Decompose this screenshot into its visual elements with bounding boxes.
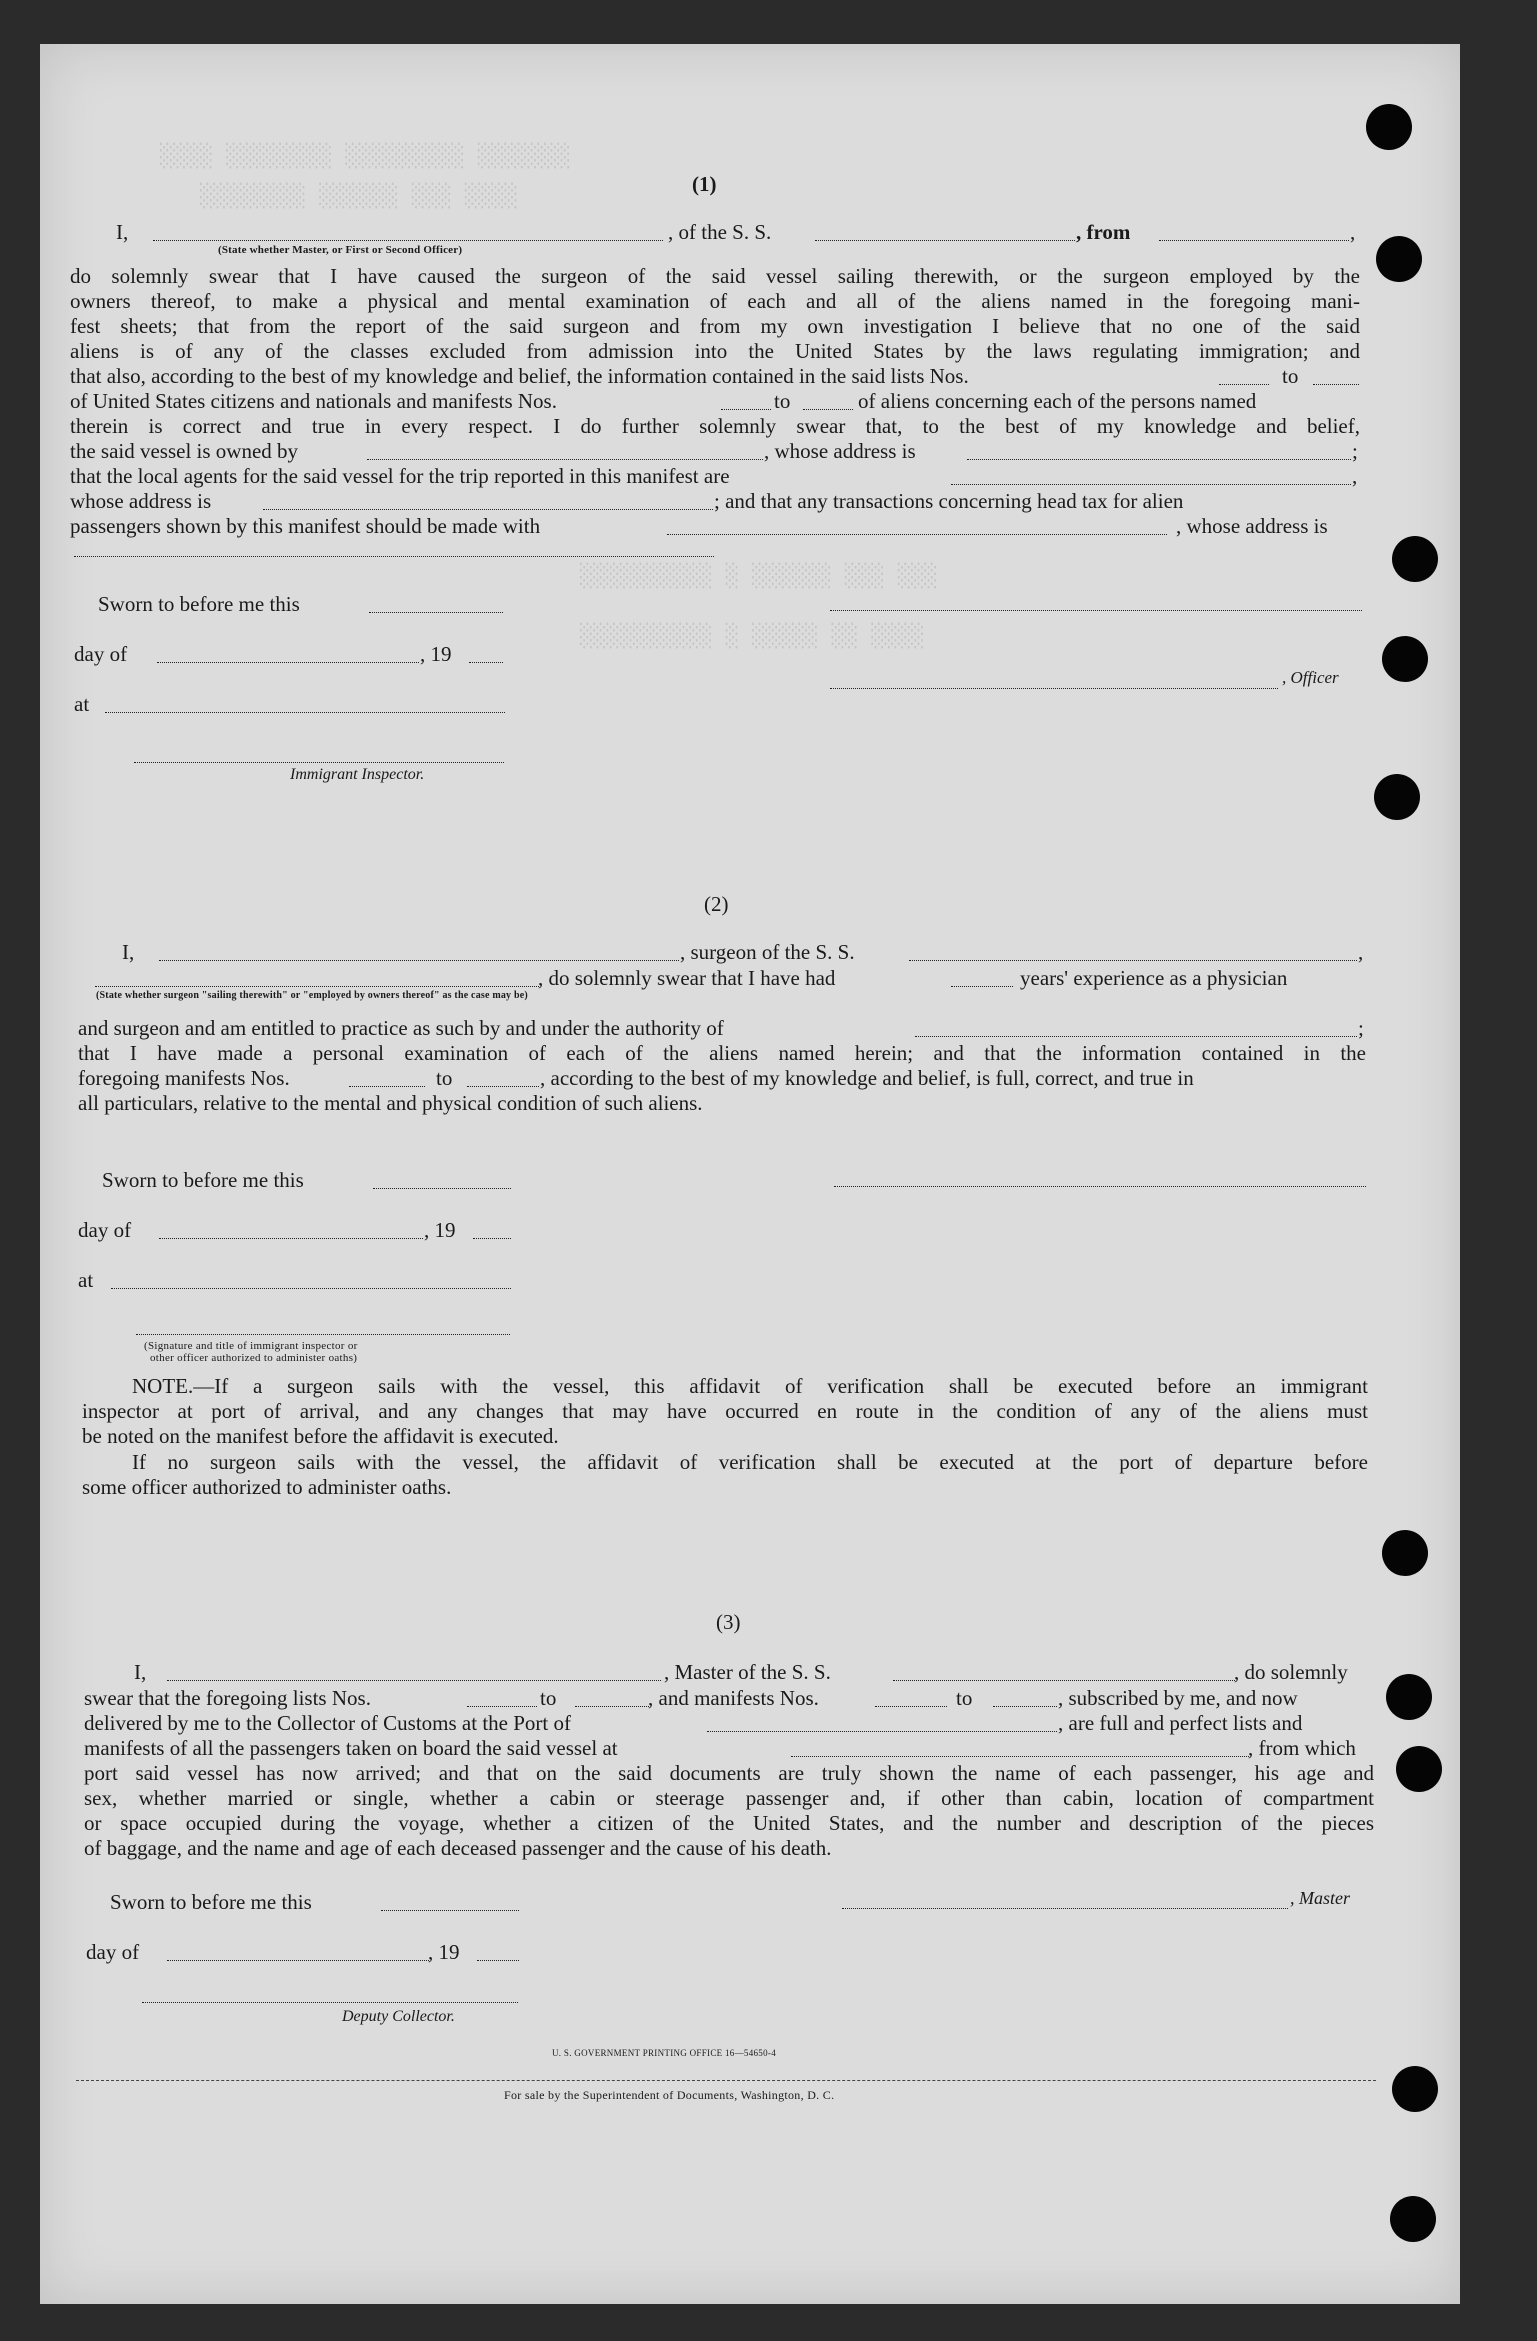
label: , surgeon of the S. S. [680, 940, 855, 964]
section-3-paragraph-line: port said vessel has now arrived; and that on the said documents are truly shown the name of each passenger, his age and [84, 1761, 1374, 1785]
manifest-to-field[interactable] [467, 1070, 539, 1087]
lists-from-field[interactable] [1219, 368, 1269, 385]
punch-hole [1366, 104, 1412, 150]
label: passengers shown by this manifest should be made with [70, 514, 541, 538]
manifests-from-field[interactable] [875, 1690, 947, 1707]
label: whose address is [70, 489, 212, 513]
label: day of [86, 1940, 140, 1964]
label: and surgeon and am entitled to practice as such by and under the authority of [78, 1016, 724, 1040]
manifest-to-field[interactable] [803, 393, 853, 410]
label: manifests of all the passengers taken on board the said vessel at [84, 1736, 618, 1760]
label: , 19 [424, 1218, 456, 1242]
officer-label: , Officer [1282, 668, 1339, 687]
label: , [1358, 940, 1364, 964]
agents-address-field[interactable] [263, 493, 713, 510]
at-place-field[interactable] [105, 696, 505, 713]
section-2-paragraph-line: that I have made a personal examination of each of the aliens named herein; and that the information contained in the [78, 1041, 1366, 1065]
label: , whose address is [1176, 514, 1328, 538]
authority-field[interactable] [915, 1020, 1357, 1037]
section-3-paragraph-line: or space occupied during the voyage, whether a citizen of the United States, and the number and description of the pieces [84, 1811, 1374, 1835]
label: the said vessel is owned by [70, 439, 299, 463]
agents-field[interactable] [951, 468, 1351, 485]
lists-to-field[interactable] [575, 1690, 649, 1707]
officer-signature-field[interactable] [830, 610, 1362, 611]
section-1-paragraph-line: therein is correct and true in every respect. I do further solemnly swear that, to the best of my knowledge and belief, [70, 414, 1360, 438]
label: be noted on the manifest before the affidavit is executed. [82, 1424, 559, 1448]
section-1-paragraph-line: owners thereof, to make a physical and mental examination of each and all of the aliens named in the foregoing mani- [70, 289, 1360, 313]
owner-field[interactable] [367, 443, 763, 460]
label: , 19 [428, 1940, 460, 1964]
label: I, [134, 1660, 147, 1684]
inspector-signature-field[interactable] [134, 762, 504, 763]
section-2-number: (2) [704, 892, 729, 916]
section-3-paragraph-line: sex, whether married or single, whether a cabin or steerage passenger and, if other than cabin, location of compartment [84, 1786, 1374, 1810]
years-experience-field[interactable] [951, 970, 1013, 987]
master-name-field[interactable] [167, 1664, 661, 1681]
label: to [540, 1686, 557, 1710]
lists-from-field[interactable] [467, 1690, 537, 1707]
sworn-day-field[interactable] [381, 1894, 519, 1911]
label: Sworn to before me this [98, 592, 300, 616]
manifests-to-field[interactable] [993, 1690, 1057, 1707]
label: some officer authorized to administer oaths. [82, 1475, 452, 1499]
bleed-through-texture: ░░░░ ░░░░░░░░ ░░░░░░░░░ ░░░░░░░ [160, 144, 571, 169]
section-1-number: (1) [692, 172, 717, 196]
bleed-through-texture: ░░░░░░░░ ░░░░░░ ░░░ ░░░░ [200, 184, 518, 209]
surgeon-signature-field[interactable] [834, 1186, 1366, 1187]
punch-hole [1374, 774, 1420, 820]
customs-port-field[interactable] [707, 1715, 1057, 1732]
vessel-name-field[interactable] [893, 1664, 1235, 1681]
punch-hole [1390, 2196, 1436, 2242]
section-1-paragraph-line: aliens is of any of the classes excluded from admission into the United States by the laws regulating immigration; and [70, 339, 1360, 363]
punch-hole [1382, 1530, 1428, 1576]
label: of baggage, and the name and age of each deceased passenger and the cause of his death. [84, 1836, 832, 1860]
label: , from [1076, 220, 1131, 244]
section-3-number: (3) [716, 1610, 741, 1634]
note-line: inspector at port of arrival, and any changes that may have occurred en route in the condition of any of the aliens must [82, 1399, 1368, 1423]
label: swear that the foregoing lists Nos. [84, 1686, 371, 1710]
sworn-day-field[interactable] [373, 1172, 511, 1189]
printing-office-line: U. S. GOVERNMENT PRINTING OFFICE 16—54650-4 [552, 2048, 776, 2058]
signature-title-label: other officer authorized to administer oaths) [150, 1352, 358, 1364]
label: I, [122, 940, 135, 964]
signature-title-label: (Signature and title of immigrant inspector or [144, 1340, 358, 1352]
address-continuation-field[interactable] [74, 556, 714, 557]
bleed-through-texture: ░░░░░░░░░░ ░ ░░░░░░ ░░░ ░░░ [580, 564, 938, 589]
boarding-port-field[interactable] [791, 1740, 1249, 1757]
from-port-field[interactable] [1159, 224, 1349, 241]
inspector-label: Immigrant Inspector. [290, 766, 425, 783]
label: to [436, 1066, 453, 1090]
head-tax-contact-field[interactable] [667, 518, 1167, 535]
at-place-field[interactable] [111, 1272, 511, 1289]
day-of-month-field[interactable] [157, 646, 419, 663]
label: , according to the best of my knowledge and belief, is full, correct, and true in [540, 1066, 1194, 1090]
label: , are full and perfect lists and [1058, 1711, 1303, 1735]
label: , [1350, 220, 1356, 244]
punch-hole [1382, 636, 1428, 682]
vessel-name-field[interactable] [909, 944, 1357, 961]
label: , do solemnly swear that I have had [538, 966, 836, 990]
label: to [1282, 364, 1299, 388]
bleed-through-texture: ░░░░░░░░░░ ░ ░░░░░ ░░ ░░░░ [580, 624, 925, 649]
year-field[interactable] [473, 1222, 511, 1239]
master-signature-field[interactable] [842, 1908, 1288, 1909]
sworn-day-field[interactable] [369, 596, 503, 613]
label: Sworn to before me this [102, 1168, 304, 1192]
label: foregoing manifests Nos. [78, 1066, 290, 1090]
note-line: If no surgeon sails with the vessel, the affidavit of verification shall be executed at the port of departure before [132, 1450, 1368, 1474]
label: , Master of the S. S. [664, 1660, 831, 1684]
punch-hole [1392, 2066, 1438, 2112]
label: , [1352, 464, 1358, 488]
surgeon-status-field[interactable] [95, 970, 539, 987]
label: to [774, 389, 791, 413]
surgeon-sub-label: (State whether surgeon "sailing therewith" or "employed by owners thereof" as the case may be) [96, 990, 528, 1001]
inspector-signature-field[interactable] [136, 1334, 510, 1335]
label: day of [74, 642, 128, 666]
label: all particulars, relative to the mental and physical condition of such aliens. [78, 1091, 703, 1115]
label: years' experience as a physician [1020, 966, 1288, 990]
surgeon-name-field[interactable] [159, 944, 679, 961]
label: , and manifests Nos. [648, 1686, 819, 1710]
label: that also, according to the best of my knowledge and belief, the information contained in the said lists Nos. [70, 364, 969, 388]
label: that the local agents for the said vessel for the trip reported in this manifest are [70, 464, 730, 488]
label: of aliens concerning each of the persons named [858, 389, 1257, 413]
label: , 19 [420, 642, 452, 666]
label: at [74, 692, 90, 716]
officer-sub-label: (State whether Master, or First or Second Officer) [218, 244, 463, 256]
punch-hole [1392, 536, 1438, 582]
label: delivered by me to the Collector of Customs at the Port of [84, 1711, 571, 1735]
manifest-from-field[interactable] [349, 1070, 425, 1087]
master-label: , Master [1290, 1888, 1350, 1908]
collector-label: Deputy Collector. [342, 2008, 455, 2025]
note-line: NOTE.—If a surgeon sails with the vessel, this affidavit of verification shall be executed before an immigrant [132, 1374, 1368, 1398]
vessel-name-field[interactable] [815, 224, 1075, 241]
label: ; [1358, 1016, 1364, 1040]
label: , from which [1248, 1736, 1356, 1760]
label: Sworn to before me this [110, 1890, 312, 1914]
day-of-month-field[interactable] [159, 1222, 423, 1239]
manifest-from-field[interactable] [721, 393, 771, 410]
lists-to-field[interactable] [1313, 368, 1359, 385]
label: , do solemnly [1234, 1660, 1348, 1684]
label: , subscribed by me, and now [1058, 1686, 1298, 1710]
owner-address-field[interactable] [967, 443, 1351, 460]
day-of-month-field[interactable] [167, 1944, 429, 1961]
label: ; [1352, 439, 1358, 463]
sale-notice: For sale by the Superintendent of Documents, Washington, D. C. [504, 2088, 835, 2102]
label: day of [78, 1218, 132, 1242]
label: ; and that any transactions concerning head tax for alien [714, 489, 1184, 513]
label: of United States citizens and nationals and manifests Nos. [70, 389, 557, 413]
year-field[interactable] [477, 1944, 519, 1961]
label: at [78, 1268, 94, 1292]
officer-name-field[interactable] [830, 688, 1278, 689]
collector-signature-field[interactable] [142, 2002, 518, 2003]
officer-rank-field[interactable] [153, 224, 663, 241]
punch-hole [1396, 1746, 1442, 1792]
label: to [956, 1686, 973, 1710]
section-1-paragraph-line: do solemnly swear that I have caused the surgeon of the said vessel sailing therewith, or the surgeon employed by the [70, 264, 1360, 288]
label: I, [116, 220, 129, 244]
punch-hole [1386, 1674, 1432, 1720]
punch-hole [1376, 236, 1422, 282]
label: , of the S. S. [668, 220, 772, 244]
footer-rule [76, 2080, 1376, 2081]
year-field[interactable] [469, 646, 503, 663]
label: , whose address is [764, 439, 916, 463]
section-1-paragraph-line: fest sheets; that from the report of the said surgeon and from my own investigation I believe that no one of the said [70, 314, 1360, 338]
